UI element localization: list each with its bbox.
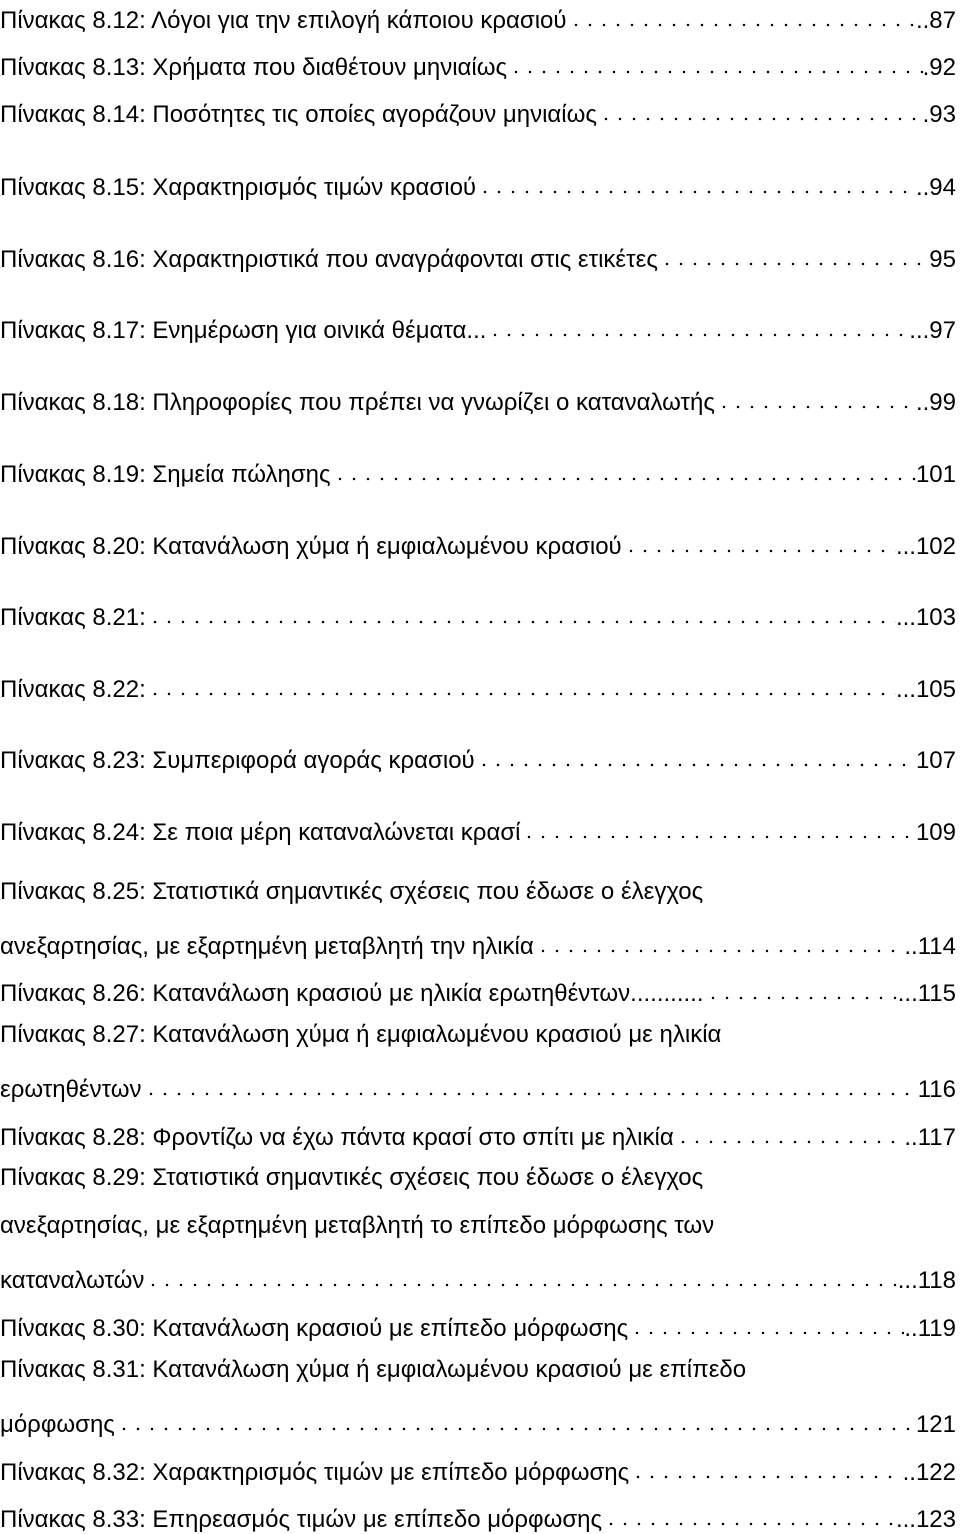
- toc-line: [0, 926, 956, 960]
- toc-entry-8-25[interactable]: [0, 878, 956, 960]
- toc-entry-8-22[interactable]: [0, 669, 956, 703]
- toc-line: [0, 1308, 956, 1342]
- toc-entry-title: Πίνακας 8.21:: [0, 604, 146, 631]
- dot-leader: [534, 926, 905, 954]
- toc-line: [0, 973, 956, 1007]
- toc-entry-title: Πίνακας 8.18: Πληροφορίες που πρέπει να γνωρίζει ο καταναλωτής: [0, 389, 715, 416]
- toc-line: [0, 1404, 956, 1438]
- toc-line: [0, 1212, 956, 1240]
- page-number: ...103: [895, 604, 956, 631]
- toc-entry-8-23[interactable]: [0, 740, 956, 774]
- toc-entry-title: ανεξαρτησίας, με εξαρτημένη μεταβλητή την ηλικία: [0, 933, 534, 960]
- dot-leader: [622, 526, 896, 554]
- toc-entry-8-29[interactable]: [0, 1164, 956, 1294]
- page-number: ...97: [909, 317, 956, 344]
- toc-entry-8-20[interactable]: [0, 526, 956, 560]
- toc-entry-title: Πίνακας 8.22:: [0, 676, 146, 703]
- toc-entry-title: Πίνακας 8.12: Λόγοι για την επιλογή κάποιου κρασιού: [0, 7, 567, 34]
- page-number: ...102: [895, 533, 956, 560]
- page-number: 107: [915, 747, 956, 774]
- toc-line: [0, 47, 956, 81]
- toc-entry-title: Πίνακας 8.25: Στατιστικά σημαντικές σχέσεις που έδωσε ο έλεγχος: [0, 878, 704, 905]
- toc-line: [0, 812, 956, 846]
- toc-entry-8-21[interactable]: [0, 597, 956, 631]
- toc-entry-8-19[interactable]: [0, 454, 956, 488]
- toc-entry-8-31[interactable]: [0, 1356, 956, 1438]
- page-number: ..119: [904, 1315, 956, 1342]
- dot-leader: [602, 1499, 896, 1527]
- toc-line: [0, 239, 956, 273]
- page-number: ...123: [895, 1506, 956, 1533]
- page-number: ..122: [902, 1459, 956, 1486]
- dot-leader: [520, 812, 915, 840]
- page-number: ...105: [895, 676, 956, 703]
- page-number: ..99: [915, 389, 956, 416]
- toc-line: [0, 0, 956, 34]
- toc-entry-8-15[interactable]: [0, 167, 956, 201]
- toc-entry-title: Πίνακας 8.17: Ενημέρωση για οινικά θέματα...: [0, 317, 487, 344]
- toc-entry-title: Πίνακας 8.13: Χρήματα που διαθέτουν μηνιαίως: [0, 54, 508, 81]
- toc-entry-title: Πίνακας 8.30: Κατανάλωση κρασιού με επίπεδο μόρφωσης: [0, 1315, 629, 1342]
- toc-entry-title: Πίνακας 8.14: Ποσότητες τις οποίες αγοράζουν μηνιαίως: [0, 101, 597, 128]
- toc-entry-title: Πίνακας 8.24: Σε ποια μέρη καταναλώνεται κρασί: [0, 819, 521, 846]
- toc-line: [0, 526, 956, 560]
- dot-leader: [146, 669, 896, 697]
- page-number: 109: [915, 819, 956, 846]
- dot-leader: [628, 1308, 904, 1336]
- toc-line: [0, 94, 956, 128]
- toc-entry-8-18[interactable]: [0, 382, 956, 416]
- toc-line: [0, 1164, 956, 1192]
- toc-line: [0, 310, 956, 344]
- toc-line: [0, 1260, 956, 1294]
- page-number: .93: [922, 101, 956, 128]
- toc-entry-title: Πίνακας 8.26: Κατανάλωση κρασιού με ηλικία ερωτηθέντων...........: [0, 980, 704, 1007]
- page-number: ..114: [904, 933, 956, 960]
- page-number: .92: [922, 54, 956, 81]
- toc-entry-title: καταναλωτών: [0, 1267, 145, 1294]
- toc-entry-8-27[interactable]: [0, 1021, 956, 1103]
- toc-entry-8-13[interactable]: [0, 47, 956, 81]
- toc-entry-8-33[interactable]: [0, 1499, 956, 1533]
- dot-leader: [567, 0, 916, 28]
- toc-entry-title: Πίνακας 8.29: Στατιστικά σημαντικές σχέσεις που έδωσε ο έλεγχος: [0, 1164, 704, 1191]
- toc-entry-8-24[interactable]: [0, 812, 956, 846]
- dot-leader: [146, 597, 896, 625]
- page-number: ...115: [897, 980, 956, 1007]
- toc-line: [0, 454, 956, 488]
- toc-entry-title: Πίνακας 8.20: Κατανάλωση χύμα ή εμφιαλωμένου κρασιού: [0, 533, 622, 560]
- toc-entry-title: Πίνακας 8.28: Φροντίζω να έχω πάντα κρασί στο σπίτι με ηλικία: [0, 1124, 674, 1151]
- toc-line: [0, 669, 956, 703]
- dot-leader: [144, 1260, 897, 1288]
- toc-entry-8-12[interactable]: [0, 0, 956, 34]
- toc-line: [0, 1021, 956, 1049]
- toc-entry-8-17[interactable]: [0, 310, 956, 344]
- toc-entry-title: ερωτηθέντων: [0, 1076, 142, 1103]
- toc-entry-8-32[interactable]: [0, 1452, 956, 1486]
- toc-line: [0, 1356, 956, 1384]
- dot-leader: [674, 1117, 905, 1145]
- dot-leader: [115, 1404, 916, 1432]
- page-number: ..117: [904, 1124, 956, 1151]
- dot-leader: [629, 1452, 902, 1480]
- page-number: ..94: [915, 174, 956, 201]
- dot-leader: [476, 167, 916, 195]
- toc-entry-title: Πίνακας 8.32: Χαρακτηρισμός τιμών με επίπεδο μόρφωσης: [0, 1459, 630, 1486]
- toc-line: [0, 1499, 956, 1533]
- toc-entry-title: Πίνακας 8.15: Χαρακτηρισμός τιμών κρασιού: [0, 174, 477, 201]
- dot-leader: [704, 973, 898, 1001]
- toc-entry-8-16[interactable]: [0, 239, 956, 273]
- page-number: 121: [915, 1411, 956, 1438]
- dot-leader: [507, 47, 923, 75]
- dot-leader: [331, 454, 916, 482]
- toc-entry-8-28[interactable]: [0, 1117, 956, 1151]
- toc-entry-title: Πίνακας 8.27: Κατανάλωση χύμα ή εμφιαλωμένου κρασιού με ηλικία: [0, 1021, 722, 1048]
- dot-leader: [658, 239, 929, 267]
- toc-line: [0, 167, 956, 201]
- toc-line: [0, 1117, 956, 1151]
- page-number: ...118: [897, 1267, 956, 1294]
- dot-leader: [475, 740, 916, 768]
- toc-line: [0, 1069, 956, 1103]
- page-number: ..87: [915, 7, 956, 34]
- toc-line: [0, 597, 956, 631]
- toc-entry-8-26[interactable]: [0, 973, 956, 1007]
- page-number: 95: [929, 246, 956, 273]
- page-number: 116: [917, 1076, 956, 1103]
- toc-entry-title: Πίνακας 8.19: Σημεία πώλησης: [0, 461, 331, 488]
- dot-leader: [715, 382, 916, 410]
- dot-leader: [142, 1069, 918, 1097]
- toc-entry-8-30[interactable]: [0, 1308, 956, 1342]
- toc-line: [0, 382, 956, 416]
- toc-entry-title: μόρφωσης: [0, 1411, 115, 1438]
- toc-line: [0, 740, 956, 774]
- toc-entry-title: Πίνακας 8.31: Κατανάλωση χύμα ή εμφιαλωμένου κρασιού με επίπεδο: [0, 1356, 747, 1383]
- dot-leader: [486, 310, 909, 338]
- toc-line: [0, 878, 956, 906]
- dot-leader: [597, 94, 923, 122]
- page-number: 101: [915, 461, 956, 488]
- toc-entry-title: ανεξαρτησίας, με εξαρτημένη μεταβλητή το επίπεδο μόρφωσης των: [0, 1212, 715, 1239]
- toc-entry-8-14[interactable]: [0, 94, 956, 128]
- toc-entry-title: Πίνακας 8.33: Επηρεασμός τιμών με επίπεδο μόρφωσης: [0, 1506, 603, 1533]
- toc-line: [0, 1452, 956, 1486]
- toc-entry-title: Πίνακας 8.16: Χαρακτηριστικά που αναγράφονται στις ετικέτες: [0, 246, 658, 273]
- toc-entry-title: Πίνακας 8.23: Συμπεριφορά αγοράς κρασιού: [0, 747, 475, 774]
